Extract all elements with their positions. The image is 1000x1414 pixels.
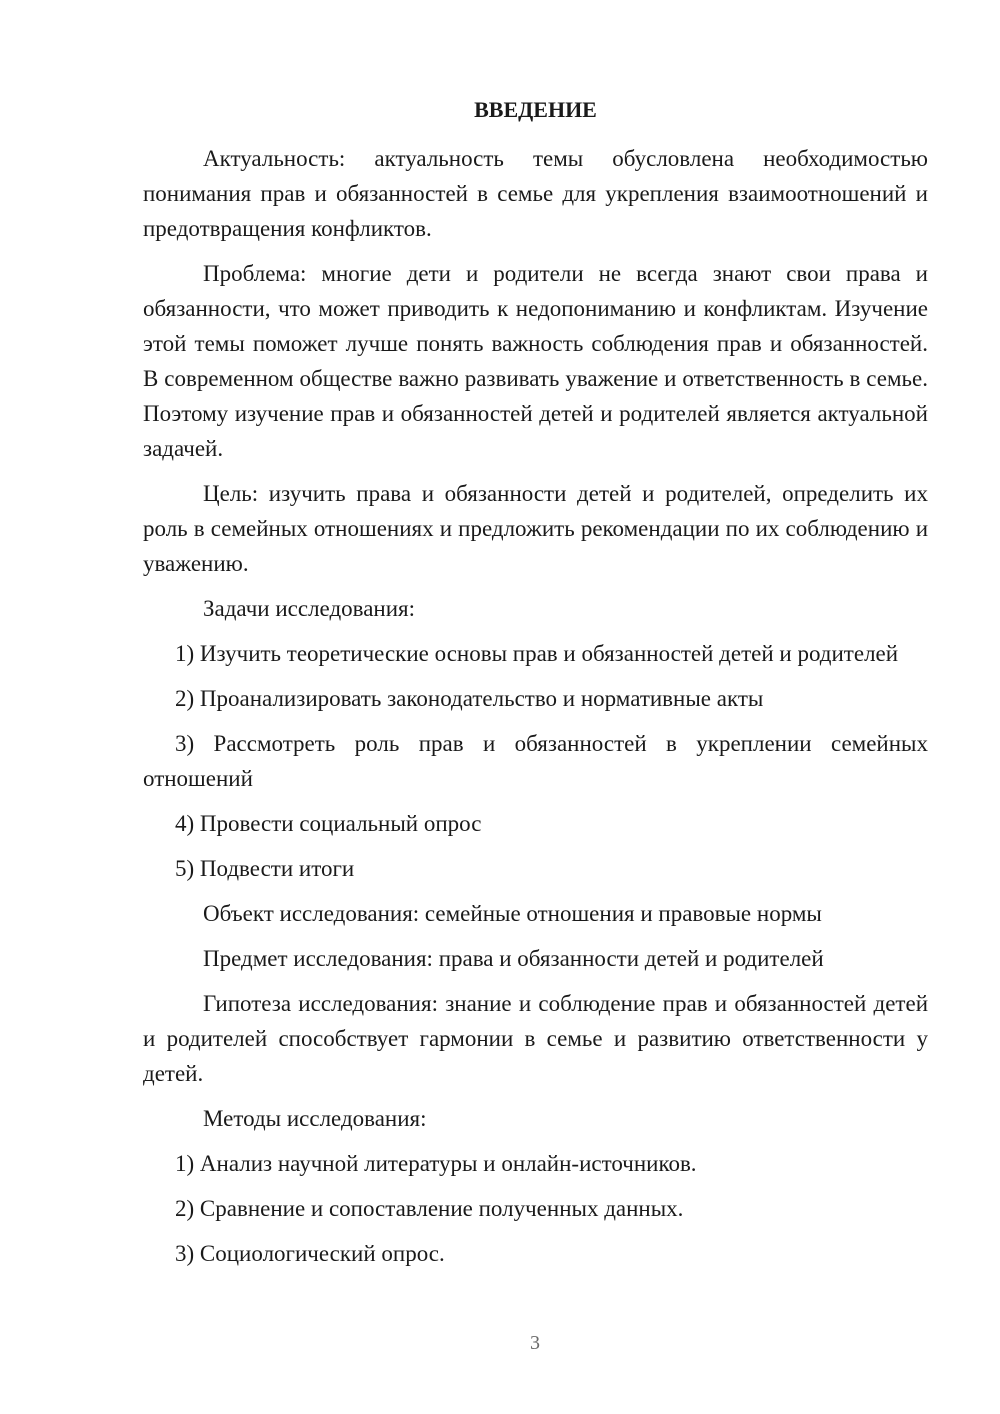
task-item-1: 1) Изучить теоретические основы прав и обязанностей детей и родителей <box>175 641 899 666</box>
method-item-3: 3) Социологический опрос. <box>175 1241 445 1266</box>
tasks-label: Задачи исследования: <box>203 596 416 621</box>
relevance-paragraph: Актуальность: актуальность темы обусловлена необходимостью понимания прав и обязанностей в семье для укрепления взаимоотношений и предотвращения конфликтов. <box>143 146 928 241</box>
research-subject: Предмет исследования: права и обязанности детей и родителей <box>203 946 824 971</box>
methods-label: Методы исследования: <box>203 1106 427 1131</box>
research-object: Объект исследования: семейные отношения и правовые нормы <box>203 901 822 926</box>
method-item-1: 1) Анализ научной литературы и онлайн-источников. <box>175 1151 697 1176</box>
task-item-5: 5) Подвести итоги <box>175 856 355 881</box>
page-title: ВВЕДЕНИЕ <box>474 97 597 122</box>
goal-paragraph: Цель: изучить права и обязанности детей и родителей, определить их роль в семейных отношениях и предложить рекомендации по их соблюдению и уважению. <box>143 481 928 576</box>
method-item-2: 2) Сравнение и сопоставление полученных данных. <box>175 1196 684 1221</box>
document-page <box>143 95 928 1281</box>
hypothesis-paragraph: Гипотеза исследования: знание и соблюдение прав и обязанностей детей и родителей способствует гармонии в семье и развитию ответственности у детей. <box>143 991 928 1086</box>
task-item-2: 2) Проанализировать законодательство и нормативные акты <box>175 686 764 711</box>
problem-paragraph: Проблема: многие дети и родители не всегда знают свои права и обязанности, что может приводить к недопониманию и конфликтам. Изучение этой темы поможет лучше понять важность соблюдения прав и обязанностей. В современном обществе важно развивать уважение и ответственность в семье. Поэтому изучение прав и обязанностей детей и родителей является актуальной задачей. <box>143 261 928 461</box>
task-item-4: 4) Провести социальный опрос <box>175 811 482 836</box>
page-number: 3 <box>530 1332 540 1354</box>
task-item-3: 3) Рассмотреть роль прав и обязанностей в укреплении семейных отношений <box>143 731 928 791</box>
